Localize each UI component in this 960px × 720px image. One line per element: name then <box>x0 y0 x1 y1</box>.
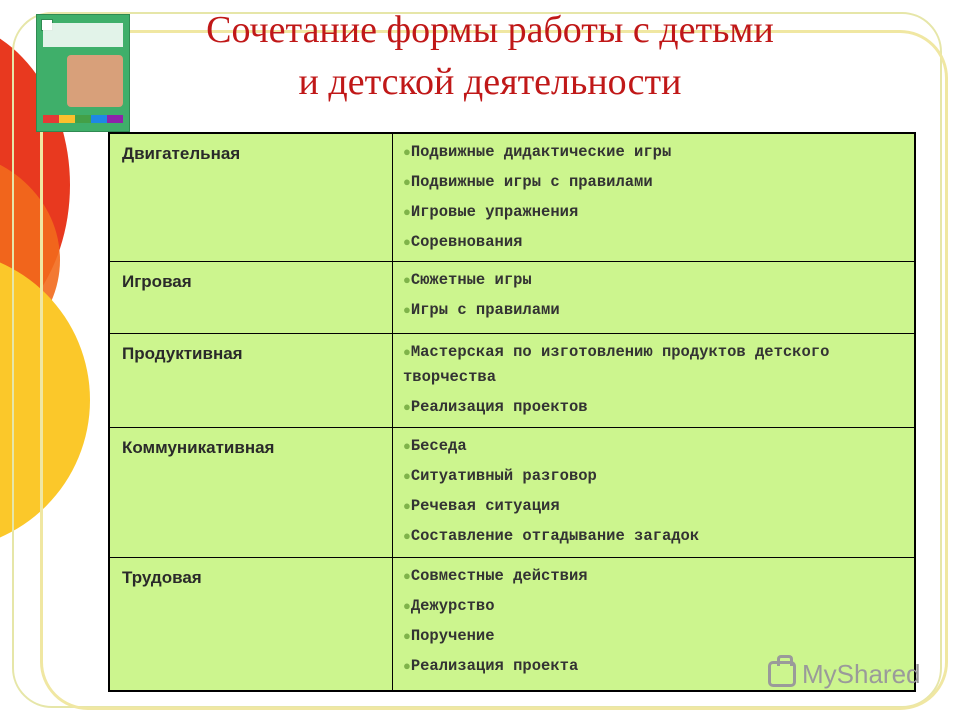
form-text: Речевая ситуация <box>410 496 560 515</box>
list-item <box>403 494 906 519</box>
forms-cell <box>393 261 916 333</box>
forms-list <box>403 140 906 255</box>
table-row <box>109 261 915 333</box>
forms-cell <box>393 133 916 261</box>
slide-title <box>140 4 840 108</box>
slide-title-line1: Сочетание формы работы с детьми <box>206 9 774 51</box>
table-row <box>109 333 915 427</box>
list-item <box>403 230 906 255</box>
table-row <box>109 133 915 261</box>
bullet-icon: ● <box>403 344 411 360</box>
list-item <box>403 395 906 420</box>
bullet-icon: ● <box>403 628 411 644</box>
bullet-icon: ● <box>403 598 411 614</box>
form-text: Реализация проектов <box>410 397 588 416</box>
bullet-icon: ● <box>403 145 411 160</box>
bullet-icon: ● <box>403 438 411 454</box>
forms-list <box>403 268 906 323</box>
watermark-text: MyShared <box>802 658 921 689</box>
form-text: Игровые упражнения <box>410 203 579 221</box>
list-item <box>403 340 906 390</box>
form-text: Игры с правилами <box>410 300 560 319</box>
list-item <box>403 434 906 459</box>
list-item <box>403 564 906 589</box>
list-item <box>403 170 906 195</box>
forms-list <box>403 434 906 549</box>
list-item <box>403 268 906 293</box>
form-text: Соревнования <box>410 233 523 251</box>
activity-cell: Двигательная <box>109 133 393 261</box>
bullet-icon: ● <box>403 175 411 190</box>
bullet-icon: ● <box>403 399 411 415</box>
form-text: Мастерская по изготовлению продуктов детского творчества <box>403 342 830 386</box>
forms-cell <box>393 333 916 427</box>
activity-forms-table <box>108 132 916 692</box>
form-text: Сюжетные игры <box>410 270 532 289</box>
activity-cell: Коммуникативная <box>109 427 393 557</box>
activity-cell: Трудовая <box>109 557 393 691</box>
bullet-icon: ● <box>403 498 411 514</box>
slide-title-line2: и детской деятельности <box>298 61 682 103</box>
bullet-icon: ● <box>403 235 411 250</box>
form-text: Совместные действия <box>410 566 588 585</box>
book-cover-image <box>36 14 130 132</box>
form-text: Составление отгадывание загадок <box>410 526 700 545</box>
activity-cell: Игровая <box>109 261 393 333</box>
table-row <box>109 427 915 557</box>
list-item <box>403 140 906 165</box>
list-item <box>403 624 906 649</box>
bullet-icon: ● <box>403 568 411 584</box>
form-text: Дежурство <box>410 596 495 615</box>
forms-list <box>403 340 906 420</box>
myshared-watermark <box>768 656 921 692</box>
list-item <box>403 298 906 323</box>
table-body <box>109 133 915 691</box>
form-text: Подвижные дидактические игры <box>410 143 672 161</box>
myshared-logo-icon <box>768 661 796 687</box>
bullet-icon: ● <box>403 272 411 288</box>
list-item <box>403 594 906 619</box>
activity-cell: Продуктивная <box>109 333 393 427</box>
form-text: Поручение <box>410 626 495 645</box>
bullet-icon: ● <box>403 468 411 484</box>
forms-cell <box>393 427 916 557</box>
form-text: Беседа <box>410 436 467 455</box>
list-item <box>403 200 906 225</box>
bullet-icon: ● <box>403 302 411 318</box>
list-item <box>403 524 906 549</box>
list-item <box>403 464 906 489</box>
form-text: Реализация проекта <box>410 656 579 675</box>
book-photo <box>67 55 123 107</box>
bullet-icon: ● <box>403 528 411 544</box>
bullet-icon: ● <box>403 658 411 674</box>
form-text: Ситуативный разговор <box>410 466 597 485</box>
form-text: Подвижные игры с правилами <box>410 173 653 191</box>
bullet-icon: ● <box>403 205 411 220</box>
